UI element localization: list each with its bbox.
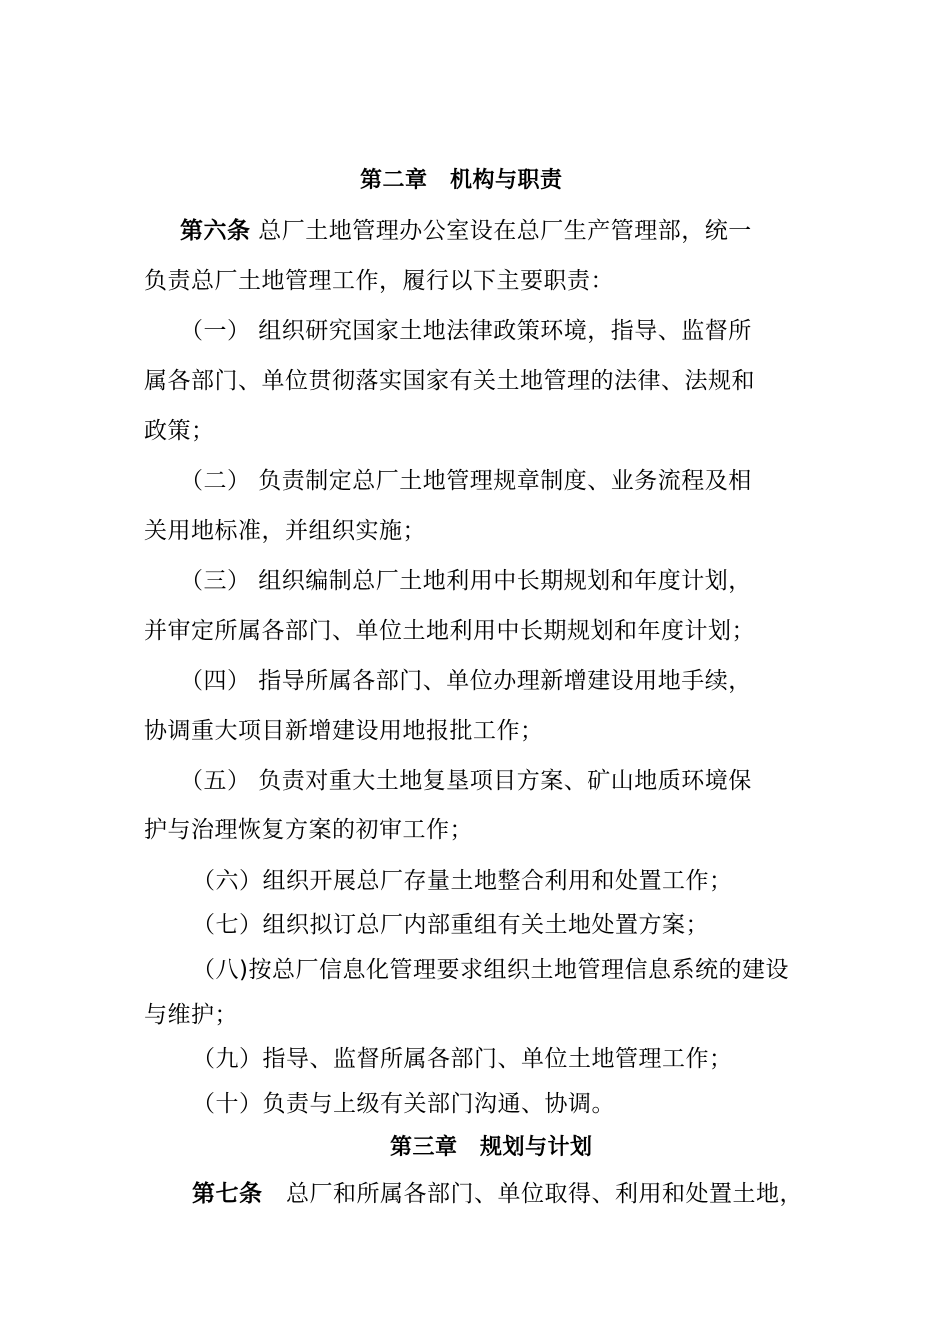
- duty-2-line-2: 关用地标准，并组织实施；: [144, 518, 426, 544]
- duty-6: （六）组织开展总厂存量土地整合利用和处置工作；: [192, 868, 733, 894]
- duty-8-line-2: 与维护；: [144, 1002, 238, 1028]
- article-6-line-2: 负责总厂土地管理工作，履行以下主要职责：: [144, 268, 614, 294]
- duty-3-line-1: （三） 组织编制总厂土地利用中长期规划和年度计划，: [180, 568, 752, 594]
- chapter-2-heading: 第二章 机构与职责: [360, 168, 563, 193]
- article-6-label: 第六条: [180, 218, 251, 244]
- duty-2-line-1: （二） 负责制定总厂土地管理规章制度、业务流程及相: [180, 468, 752, 494]
- article-6-line-1: [180, 216, 752, 246]
- duty-4-line-1: （四） 指导所属各部门、单位办理新增建设用地手续，: [180, 668, 752, 694]
- duty-9: （九）指导、监督所属各部门、单位土地管理工作；: [192, 1046, 733, 1072]
- chapter-3-heading: 第三章 规划与计划: [390, 1135, 593, 1160]
- article-7-label: 第七条: [192, 1181, 263, 1207]
- duty-10: （十）负责与上级有关部门沟通、协调。: [192, 1091, 615, 1117]
- duty-1-line-1: （一） 组织研究国家土地法律政策环境，指导、监督所: [180, 318, 752, 344]
- article-7-text-1: 总厂和所属各部门、单位取得、利用和处置土地，: [262, 1181, 803, 1207]
- duty-7: （七）组织拟订总厂内部重组有关土地处置方案；: [192, 912, 709, 938]
- duty-4-line-2: 协调重大项目新增建设用地报批工作；: [144, 718, 544, 744]
- duty-8-line-1: （八)按总厂信息化管理要求组织土地管理信息系统的建设: [192, 957, 789, 983]
- duty-3-line-2: 并审定所属各部门、单位土地利用中长期规划和年度计划；: [144, 618, 755, 644]
- duty-5-line-2: 护与治理恢复方案的初审工作；: [144, 817, 473, 843]
- duty-1-line-3: 政策；: [144, 418, 215, 444]
- duty-1-line-2: 属各部门、单位贯彻落实国家有关土地管理的法律、法规和: [144, 368, 755, 394]
- duty-5-line-1: （五） 负责对重大土地复垦项目方案、矿山地质环境保: [180, 768, 752, 794]
- article-6-text-1: 总厂土地管理办公室设在总厂生产管理部，统一: [250, 218, 752, 244]
- article-7-line-1: [192, 1179, 803, 1209]
